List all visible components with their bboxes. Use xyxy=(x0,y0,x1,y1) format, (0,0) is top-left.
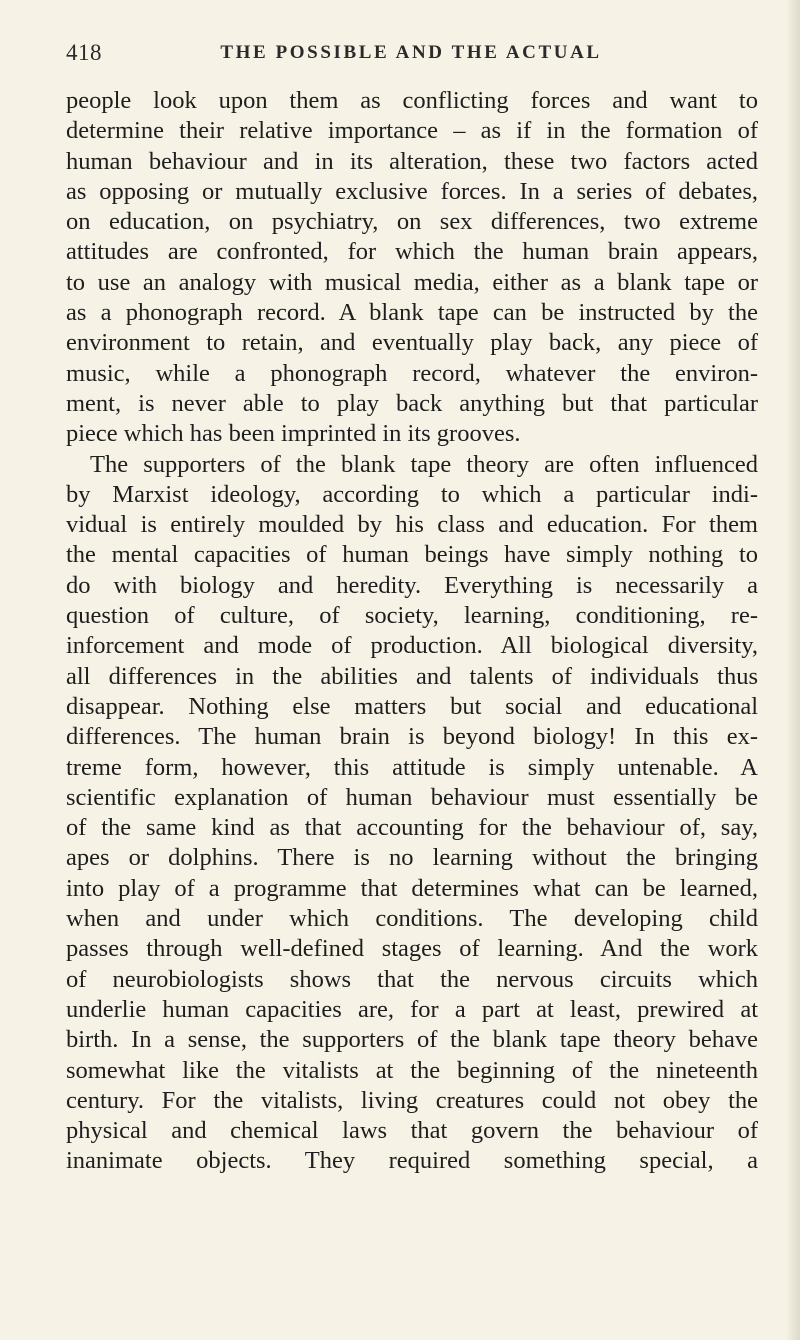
text-line: determine their relative importance – as if in the formation of xyxy=(66,117,758,145)
text-line: question of culture, of society, learning, conditioning, re- xyxy=(66,602,758,630)
text-line: environment to retain, and eventually play back, any piece of xyxy=(66,329,758,357)
text-line: century. For the vitalists, living creatures could not obey the xyxy=(66,1086,758,1114)
text-line: music, while a phonograph record, whatever the environ- xyxy=(66,359,758,387)
text-line: on education, on psychiatry, on sex differences, two extreme xyxy=(66,208,758,236)
text-line: into play of a programme that determines what can be learned, xyxy=(66,874,758,902)
text-line: do with biology and heredity. Everything is necessarily a xyxy=(66,571,758,599)
text-line: by Marxist ideology, according to which a particular indi- xyxy=(66,480,758,508)
paragraph-end-line: piece which has been imprinted in its grooves. xyxy=(66,420,521,448)
text-line: the mental capacities of human beings have simply nothing to xyxy=(66,541,758,569)
text-line: of the same kind as that accounting for the behaviour of, say, xyxy=(66,814,758,842)
text-line: birth. In a sense, the supporters of the blank tape theory behave xyxy=(66,1026,758,1054)
text-line: inforcement and mode of production. All biological diversity, xyxy=(66,632,758,660)
text-line: underlie human capacities are, for a part at least, prewired at xyxy=(66,995,758,1023)
text-line: to use an analogy with musical media, either as a blank tape or xyxy=(66,268,758,296)
body-text xyxy=(66,86,758,1177)
text-line: passes through well-defined stages of learning. And the work xyxy=(66,935,758,963)
text-line: somewhat like the vitalists at the beginning of the nineteenth xyxy=(66,1056,758,1084)
spine-shadow xyxy=(786,0,800,1340)
text-line: scientific explanation of human behaviour must essentially be xyxy=(66,783,758,811)
text-line: attitudes are confronted, for which the human brain appears, xyxy=(66,238,758,266)
running-head: THE POSSIBLE AND THE ACTUAL xyxy=(220,42,602,63)
paragraph-start-line: The supporters of the blank tape theory are often influenced xyxy=(90,450,758,478)
text-line: when and under which conditions. The developing child xyxy=(66,905,758,933)
text-line: inanimate objects. They required something special, a xyxy=(66,1147,758,1175)
text-line: physical and chemical laws that govern the behaviour of xyxy=(66,1117,758,1145)
text-line: apes or dolphins. There is no learning without the bringing xyxy=(66,844,758,872)
text-line: all differences in the abilities and talents of individuals thus xyxy=(66,662,758,690)
text-line: people look upon them as conflicting forces and want to xyxy=(66,87,758,114)
text-line: of neurobiologists shows that the nervous circuits which xyxy=(66,965,758,993)
text-line: human behaviour and in its alteration, these two factors acted xyxy=(66,147,758,175)
text-line: differences. The human brain is beyond biology! In this ex- xyxy=(66,723,758,751)
page-header xyxy=(66,40,756,70)
text-line: as opposing or mutually exclusive forces. In a series of debates, xyxy=(66,177,758,205)
text-line: treme form, however, this attitude is simply untenable. A xyxy=(66,753,758,781)
text-line: vidual is entirely moulded by his class and education. For them xyxy=(66,511,758,539)
text-line: disappear. Nothing else matters but social and educational xyxy=(66,692,758,720)
text-line: as a phonograph record. A blank tape can be instructed by the xyxy=(66,299,758,327)
text-line: ment, is never able to play back anything but that particular xyxy=(66,389,758,417)
page-number: 418 xyxy=(66,40,102,65)
